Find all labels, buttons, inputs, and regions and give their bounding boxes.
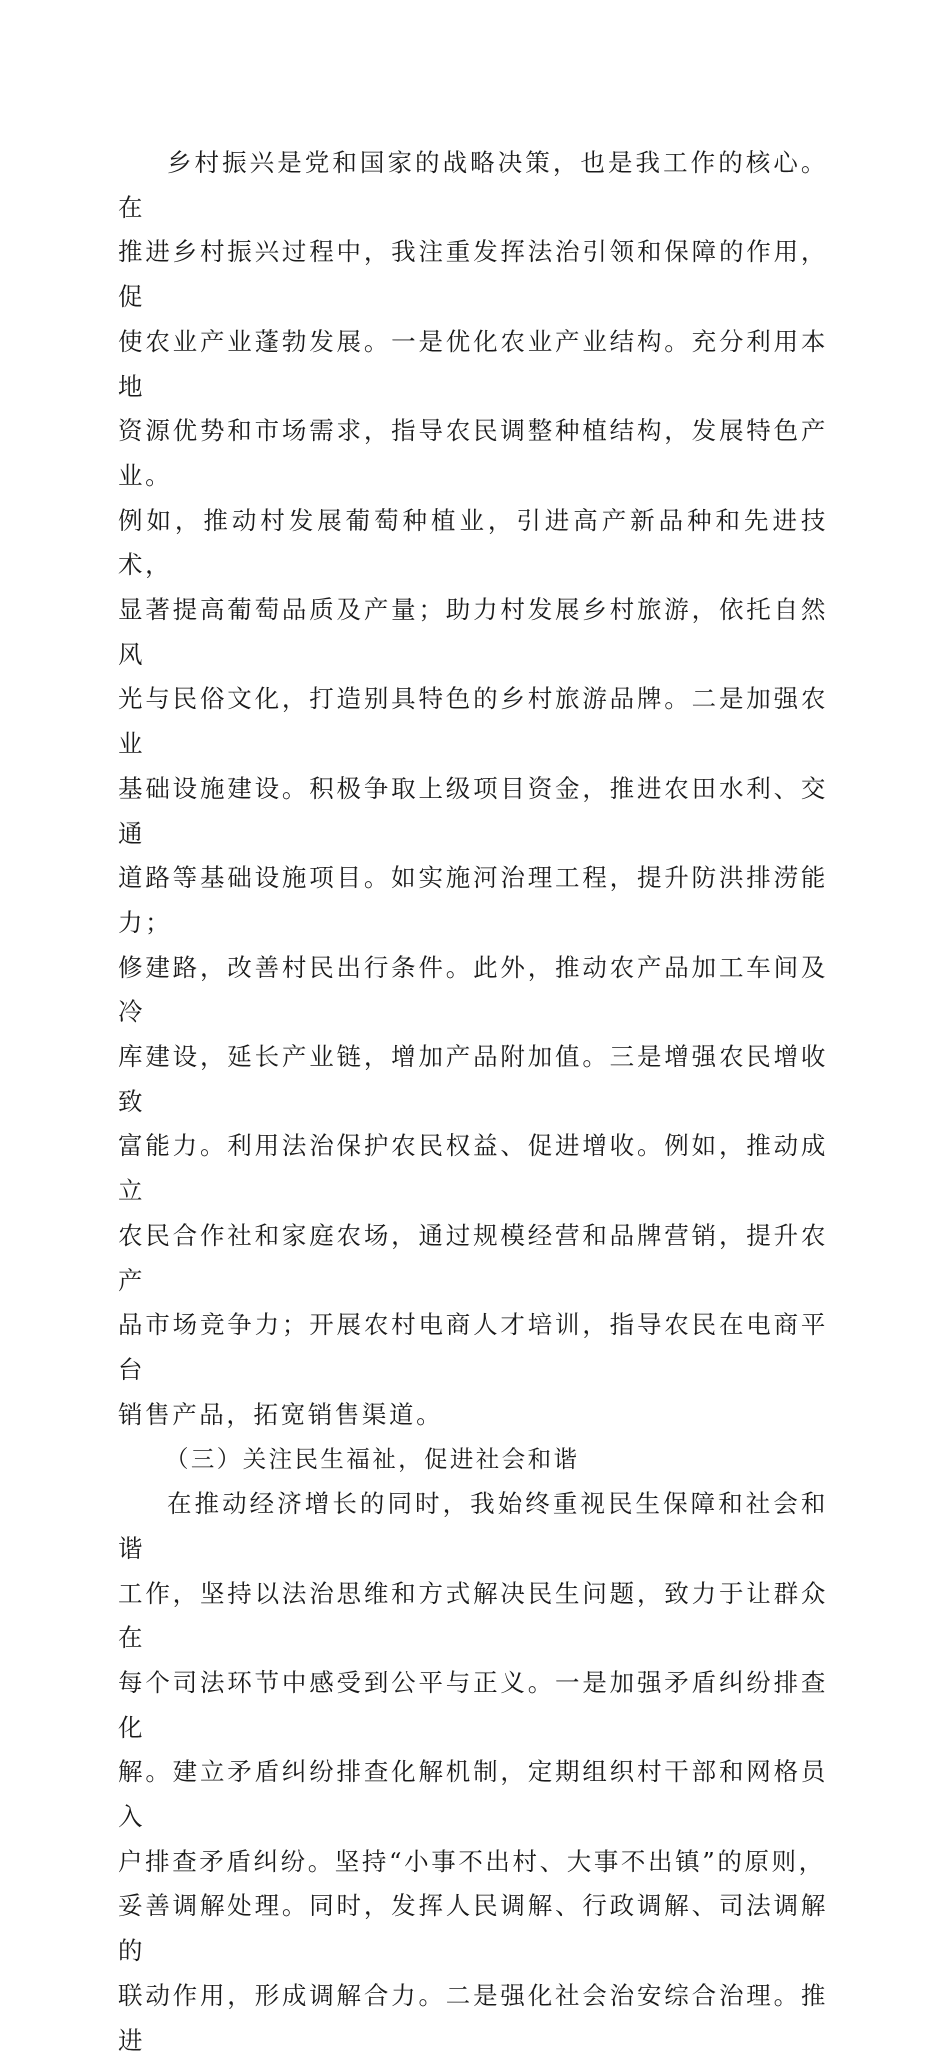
section-heading: （三）关注民生福祉，促进社会和谐	[165, 1445, 580, 1474]
document-body	[118, 141, 828, 2063]
paragraph-rural-revitalization: 乡村振兴是党和国家的战略决策，也是我工作的核心。在 推进乡村振兴过程中，我注重发挥法治引领和保障的作用，促 使农业产业蓬勃发展。一是优化农业产业结构。充分利用本地 资源优势和市场需求，指导农民调整种植结构，发展特色产业。 例如，推动村发展葡萄种植业，引进高产新品种和先进技术， 显著提高葡萄品质及产量；助力村发展乡村旅游，依托自然风 光与民俗文化，打造别具特色的乡村旅游品牌。二是加强农业 基础设施建设。积极争取上级项目资金，推进农田水利、交通 道路等基础设施项目。如实施河治理工程，提升防洪排涝能力； 修建路，改善村民出行条件。此外，推动农产品加工车间及冷 库建设，延长产业链，增加产品附加值。三是增强农民增收致 富能力。利用法治保护农民权益、促进增收。例如，推动成立 农民合作社和家庭农场，通过规模经营和品牌营销，提升农产 品市场竞争力；开展农村电商人才培训，指导农民在电商平台 销售产品，拓宽销售渠道。	[118, 148, 828, 1429]
paragraph-livelihood: 在推动经济增长的同时，我始终重视民生保障和社会和谐 工作，坚持以法治思维和方式解决民生问题，致力于让群众在 每个司法环节中感受到公平与正义。一是加强矛盾纠纷排查化 解。建立矛盾纠纷排查化解机制，定期组织村干部和网格员入 户排查矛盾纠纷。坚持“小事不出村、大事不出镇”的原则， 妥善调解处理。同时，发挥人民调解、行政调解、司法调解的 联动作用，形成调解合力。二是强化社会治安综合治理。推进	[118, 1489, 828, 2055]
